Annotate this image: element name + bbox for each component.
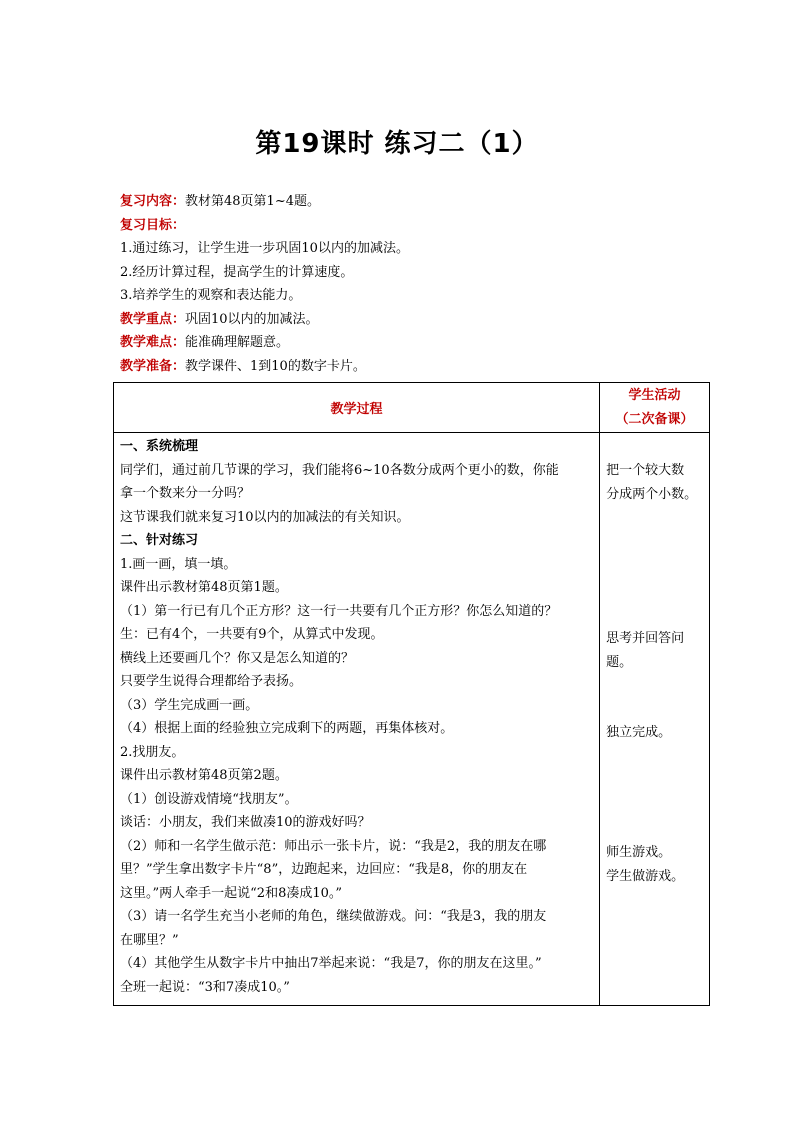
goals-label: 复习目标： <box>120 217 186 233</box>
preparation-text: 教学课件、1到10的数字卡片。 <box>185 358 366 374</box>
lesson-plan-table <box>113 382 710 1006</box>
page-title: 第19课时 练习二（1） <box>255 129 539 159</box>
process-line: （1）第一行已有几个正方形？这一行一共要有几个正方形？你怎么知道的？ <box>120 603 558 619</box>
process-line: 二、针对练习 <box>120 533 199 548</box>
process-line: 只要学生说得合理都给予表扬。 <box>120 674 303 689</box>
lesson-meta <box>120 190 720 378</box>
process-line: 2.找朋友。 <box>120 744 185 760</box>
note-line: 题。 <box>606 654 633 670</box>
process-line: 课件出示教材第48页第2题。 <box>120 768 288 783</box>
key-point-row <box>120 308 720 332</box>
student-activity-note <box>606 459 706 506</box>
process-line: 在哪里？” <box>120 932 179 948</box>
table-body-row <box>114 433 710 1006</box>
note-line: 师生游戏。 <box>606 845 672 860</box>
process-line: 一、系统梳理 <box>120 439 199 454</box>
note-line: 学生做游戏。 <box>606 868 685 884</box>
process-line: 里？”学生拿出数字卡片“8”，边跑起来，边回应：“我是8，你的朋友在 <box>120 862 528 877</box>
difficulty-label: 教学难点： <box>120 335 186 350</box>
difficulty-row <box>120 331 720 355</box>
goal-item: 2.经历计算过程，提高学生的计算速度。 <box>120 264 354 280</box>
note-line: 独立完成。 <box>606 725 672 740</box>
process-line: 拿一个数来分一分吗？ <box>120 486 251 501</box>
goals-row <box>120 214 720 238</box>
header-student-activity-title: 学生活动 <box>628 388 681 403</box>
note-line: 把一个较大数 <box>606 463 685 478</box>
key-point-label: 教学重点： <box>120 311 186 327</box>
process-line: （1）创设游戏情境“找朋友”。 <box>120 791 298 807</box>
header-student-activity <box>600 383 710 433</box>
process-line: 同学们，通过前几节课的学习，我们能将6~10各数分成两个更小的数，你能 <box>120 462 559 478</box>
goal-item: 3.培养学生的观察和表达能力。 <box>120 288 302 303</box>
preparation-label: 教学准备： <box>120 358 186 374</box>
key-point-text: 巩固10以内的加减法。 <box>185 311 319 327</box>
process-line: 生：已有4个，一共要有9个，从算式中发现。 <box>120 627 384 642</box>
header-student-activity-subtitle: （二次备课） <box>615 412 694 427</box>
table-header-row <box>114 383 710 433</box>
process-line: 1.画一画，填一填。 <box>120 556 237 572</box>
student-activity-note <box>606 627 706 674</box>
goal-item: 1.通过练习，让学生进一步巩固10以内的加减法。 <box>120 241 409 256</box>
process-line: （4）其他学生从数字卡片中抽出7举起来说：“我是7，你的朋友在这里。” <box>120 956 542 971</box>
process-line: （3）学生完成画一画。 <box>120 697 259 713</box>
header-teaching-process: 教学过程 <box>114 383 600 433</box>
process-line: 横线上还要画几个？你又是怎么知道的？ <box>120 650 355 666</box>
process-line: 全班一起说：“3和7凑成10。” <box>120 979 290 995</box>
note-line: 思考并回答问 <box>606 631 685 646</box>
process-line: 课件出示教材第48页第1题。 <box>120 580 288 595</box>
process-line: 这里。”两人牵手一起说“2和8凑成10。” <box>120 885 343 901</box>
process-line: 这节课我们就来复习10以内的加减法的有关知识。 <box>120 509 410 525</box>
student-activity-cell <box>600 433 710 1006</box>
review-content-label: 复习内容： <box>120 194 186 209</box>
difficulty-text: 能准确理解题意。 <box>185 335 290 350</box>
teaching-process-cell <box>114 433 600 1006</box>
process-line: （4）根据上面的经验独立完成剩下的两题，再集体核对。 <box>120 721 454 736</box>
review-content-row <box>120 190 720 214</box>
student-activity-note <box>606 721 706 745</box>
process-line: 谈话：小朋友，我们来做凑10的游戏好吗？ <box>120 815 371 830</box>
student-activity-note <box>606 841 706 888</box>
process-line: （3）请一名学生充当小老师的角色，继续做游戏。问：“我是3，我的朋友 <box>120 909 547 924</box>
note-line: 分成两个小数。 <box>606 486 698 502</box>
review-content-text: 教材第48页第1~4题。 <box>185 194 320 209</box>
preparation-row <box>120 355 720 379</box>
process-line: （2）师和一名学生做示范：师出示一张卡片，说：“我是2，我的朋友在哪 <box>120 838 547 854</box>
